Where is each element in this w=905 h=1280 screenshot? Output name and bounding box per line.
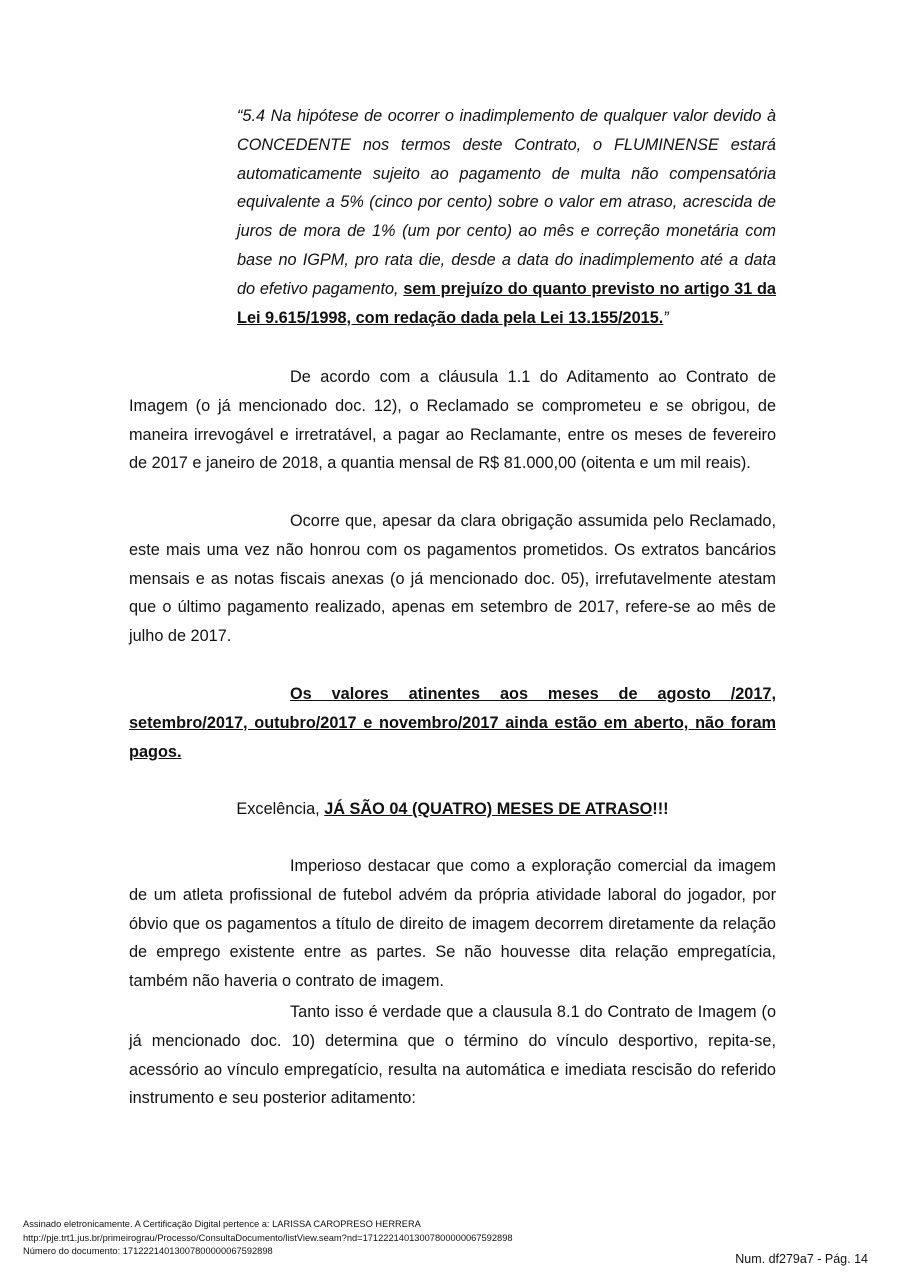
- page-number: Num. df279a7 - Pág. 14: [735, 1252, 868, 1266]
- paragraph-pagamentos: Ocorre que, apesar da clara obrigação assumida pelo Reclamado, este mais uma vez não honrou com os pagamentos prometidos. Os extratos bancários mensais e as notas fiscais anexas (o já mencionado doc. 05), irrefutavelmente atestam que o último pagamento realizado, apenas em setembro de 2017, refere-se ao mês de julho de 2017.: [129, 512, 776, 646]
- document-url[interactable]: http://pje.trt1.jus.br/primeirograu/Processo/ConsultaDocumento/listView.seam?nd=17122214013007800000067592898: [23, 1232, 513, 1243]
- contract-clause-quote: [237, 102, 776, 332]
- atraso-exclamation: !!!: [652, 800, 669, 818]
- atraso-lead: Excelência,: [236, 800, 325, 818]
- quote-close-mark: ”: [663, 308, 669, 327]
- quote-text: “5.4 Na hipótese de ocorrer o inadimplemento de qualquer valor devido à CONCEDENTE nos termos deste Contrato, o FLUMINENSE estará automaticamente sujeito ao pagamento de multa não compensatória equivalente a 5% (cinco por cento) sobre o valor em atraso, acrescida de juros de mora de 1% (um por cento) ao mês e correção monetária com base no IGPM, pro rata die, desde a data do inadimplemento até a data do efetivo pagamento,: [237, 107, 776, 298]
- paragraph-relacao-emprego: Imperioso destacar que como a exploração comercial da imagem de um atleta profissional de futebol advém da própria atividade laboral do jogador, por óbvio que os pagamentos a título de direito de imagem decorrem diretamente da relação de emprego existente entre as partes. Se não houvesse dita relação empregatícia, também não haveria o contrato de imagem.: [129, 857, 776, 991]
- paragraph-atraso: [129, 795, 776, 824]
- valores-em-aberto-period: .: [176, 742, 182, 761]
- paragraph-clausula-8-1: Tanto isso é verdade que a clausula 8.1 do Contrato de Imagem (o já mencionado doc. 10) determina que o término do vínculo desportivo, repita-se, acessório ao vínculo empregatício, resulta na automática e imediata rescisão do referido instrumento e seu posterior aditamento:: [129, 1003, 776, 1108]
- document-number: Número do documento: 17122214013007800000067592898: [23, 1246, 273, 1256]
- atraso-emphasis: JÁ SÃO 04 (QUATRO) MESES DE ATRASO: [324, 800, 653, 818]
- signature-line: Assinado eletronicamente. A Certificação Digital pertence a: LARISSA CAROPRESO HERRERA: [23, 1219, 421, 1229]
- valores-em-aberto-text: Os valores atinentes aos meses de agosto /2017, setembro/2017, outubro/2017 e novembro/2017 ainda estão em aberto, não foram pagos: [129, 685, 776, 761]
- quote-emphasis: sem prejuízo do quanto previsto no artigo 31 da Lei 9.615/1998, com redação dada pela Lei 13.155/2015.: [237, 279, 776, 327]
- signature-footer: [23, 1218, 513, 1259]
- paragraph-valores-em-aberto: [129, 680, 776, 766]
- paragraph-aditamento: De acordo com a cláusula 1.1 do Aditamento ao Contrato de Imagem (o já mencionado doc. 12), o Reclamado se comprometeu e se obrigou, de maneira irrevogável e irretratável, a pagar ao Reclamante, entre os meses de fevereiro de 2017 e janeiro de 2018, a quantia mensal de R$ 81.000,00 (oitenta e um mil reais).: [129, 368, 776, 473]
